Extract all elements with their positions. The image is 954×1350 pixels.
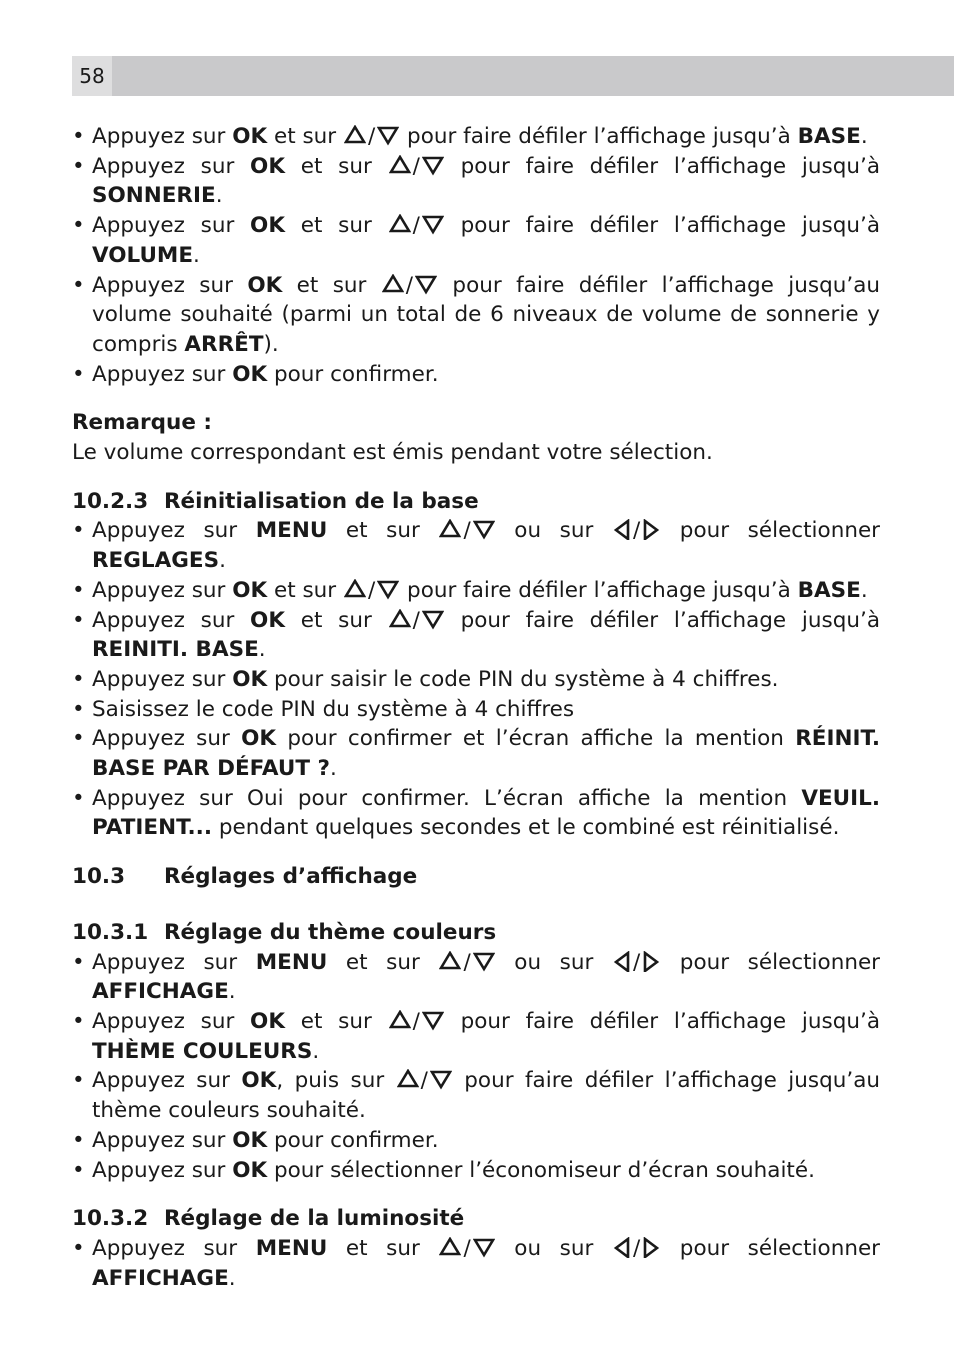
key-label: OK — [250, 1008, 285, 1034]
slash-separator: / — [405, 272, 414, 298]
up-triangle-icon — [439, 519, 461, 540]
list-item — [72, 1066, 880, 1125]
list-item — [72, 1156, 880, 1186]
key-label: OK — [241, 1068, 277, 1094]
menu-label: BASE — [797, 577, 861, 603]
key-label: OK — [232, 1157, 268, 1183]
down-triangle-icon — [422, 155, 444, 176]
section-title: Réglages d’affichage — [164, 864, 418, 890]
bullet: • — [72, 153, 85, 179]
list-item — [72, 360, 880, 390]
section-heading — [72, 487, 880, 517]
list-item — [72, 211, 880, 270]
item-text: Appuyez sur — [92, 1127, 233, 1153]
key-label: MENU — [255, 518, 328, 544]
menu-label: AFFICHAGE — [92, 1265, 229, 1291]
up-down-arrows — [343, 578, 400, 603]
up-down-arrows — [438, 518, 495, 543]
up-down-arrows — [381, 273, 438, 298]
list-item — [72, 516, 880, 575]
key-label: OK — [232, 577, 268, 603]
item-text: . — [228, 1265, 236, 1291]
up-triangle-icon — [397, 1069, 419, 1090]
item-text: et sur — [327, 1235, 439, 1261]
down-triangle-icon — [430, 1069, 452, 1090]
item-text: Appuyez sur — [92, 726, 242, 752]
right-triangle-icon — [642, 951, 660, 972]
item-text: . — [219, 548, 226, 574]
item-text: et sur — [284, 1008, 388, 1034]
list-item — [72, 576, 880, 606]
down-triangle-icon — [415, 274, 437, 295]
up-triangle-icon — [389, 609, 411, 630]
key-label: MENU — [255, 949, 328, 975]
slash-separator: / — [367, 124, 376, 149]
up-triangle-icon — [439, 951, 461, 972]
item-text: ou sur — [495, 518, 612, 544]
item-text: Appuyez sur — [92, 213, 251, 239]
item-text: et sur — [267, 124, 343, 149]
item-text: . — [193, 242, 200, 268]
list-item — [72, 122, 880, 152]
left-right-arrows — [612, 518, 661, 543]
menu-label: REGLAGES — [92, 548, 220, 574]
note-text: Le volume correspondant est émis pendant votre sélection. — [72, 440, 713, 466]
section-number: 10.3.2 — [72, 1206, 149, 1232]
item-text: pour faire défiler l’affichage jusqu’à — [444, 1008, 880, 1034]
up-down-arrows — [396, 1068, 453, 1093]
bullet: • — [72, 785, 85, 811]
item-text: ). — [263, 331, 279, 357]
item-text: pour faire défiler l’affichage jusqu’à — [400, 124, 798, 149]
bullet: • — [72, 361, 85, 387]
menu-label: RÉINIT. BASE PAR DÉFAUT ? — [92, 726, 881, 782]
key-label: OK — [250, 213, 285, 239]
item-text: Appuyez sur — [92, 124, 233, 149]
bullet: • — [72, 1127, 85, 1153]
item-text: et sur — [282, 272, 381, 298]
up-triangle-icon — [344, 579, 366, 600]
up-triangle-icon — [389, 155, 411, 176]
item-text: , puis sur — [276, 1068, 396, 1094]
item-text: pour faire défiler l’affichage jusqu’à — [444, 213, 880, 239]
section-title: Réglage du thème couleurs — [164, 919, 497, 945]
item-text: Appuyez sur — [92, 361, 233, 387]
up-down-arrows — [388, 1009, 445, 1034]
list-item — [72, 784, 880, 843]
bullet: • — [72, 1235, 85, 1261]
page-header-bar — [72, 56, 954, 96]
down-triangle-icon — [422, 214, 444, 235]
slash-separator: / — [367, 577, 376, 603]
menu-label: SONNERIE — [92, 183, 216, 209]
note-title: Remarque : — [72, 410, 213, 436]
item-text: pendant quelques secondes et le combiné est réinitialisé. — [212, 815, 840, 841]
bullet: • — [72, 577, 85, 603]
item-text: Appuyez sur — [92, 1157, 233, 1183]
up-down-arrows — [388, 154, 445, 179]
item-text: Appuyez sur — [92, 607, 251, 633]
left-right-arrows — [612, 950, 661, 975]
slash-separator: / — [412, 607, 420, 633]
bullet: • — [72, 1008, 85, 1034]
section-heading — [72, 1204, 880, 1234]
slash-separator: / — [463, 949, 471, 975]
item-text: et sur — [327, 518, 439, 544]
item-text: et sur — [284, 607, 388, 633]
up-triangle-icon — [382, 274, 404, 295]
item-text: Appuyez sur — [92, 153, 251, 179]
left-triangle-icon — [613, 951, 631, 972]
item-text: . — [228, 979, 236, 1005]
up-triangle-icon — [389, 214, 411, 235]
item-text: Appuyez sur — [92, 1235, 256, 1261]
item-text: pour faire défiler l’affichage jusqu’à — [444, 153, 880, 179]
up-down-arrows — [388, 608, 445, 633]
list-item — [72, 271, 880, 360]
item-text: pour faire défiler l’affichage jusqu’au volume souhaité (parmi un total de 6 niveaux de volume de sonnerie y compris — [92, 272, 881, 357]
up-triangle-icon — [389, 1010, 411, 1031]
down-triangle-icon — [422, 1010, 444, 1031]
item-text: Appuyez sur — [92, 518, 256, 544]
bullet: • — [72, 213, 85, 239]
item-text: pour sélectionner — [661, 949, 881, 975]
bullet: • — [72, 1157, 85, 1183]
bullet: • — [72, 726, 85, 752]
section-number: 10.3 — [72, 864, 126, 890]
item-text: . — [215, 183, 223, 209]
item-text: et sur — [284, 213, 388, 239]
up-down-arrows — [343, 124, 400, 149]
item-text: . — [258, 637, 266, 663]
item-text: Appuyez sur — [92, 577, 233, 603]
item-text: pour confirmer. — [267, 1127, 439, 1153]
bullet: • — [72, 607, 85, 633]
list-item — [72, 724, 880, 783]
section-heading — [72, 918, 880, 948]
slash-separator: / — [412, 153, 420, 179]
menu-label: THÈME COULEURS — [92, 1038, 313, 1064]
up-down-arrows — [388, 213, 445, 238]
slash-separator: / — [412, 213, 420, 239]
list-item — [72, 665, 880, 695]
list-item — [72, 152, 880, 211]
down-triangle-icon — [473, 519, 495, 540]
menu-label: VOLUME — [92, 242, 194, 268]
menu-label: AFFICHAGE — [92, 979, 229, 1005]
left-triangle-icon — [613, 519, 631, 540]
bullet: • — [72, 518, 85, 544]
key-label: OK — [250, 153, 285, 179]
key-label: OK — [241, 726, 277, 752]
menu-label: ARRÊT — [184, 331, 264, 357]
down-triangle-icon — [473, 1237, 495, 1258]
item-text: Appuyez sur — [92, 949, 256, 975]
item-text: Appuyez sur — [92, 1068, 242, 1094]
page-content — [72, 122, 880, 1293]
item-text: Appuyez sur — [92, 666, 233, 692]
bullet: • — [72, 124, 85, 149]
down-triangle-icon — [473, 951, 495, 972]
item-text: pour sélectionner l’économiseur d’écran souhaité. — [267, 1157, 815, 1183]
slash-separator: / — [632, 1235, 641, 1261]
key-label: OK — [232, 1127, 268, 1153]
up-down-arrows — [438, 950, 495, 975]
down-triangle-icon — [377, 579, 399, 600]
slash-separator: / — [420, 1068, 428, 1094]
section-number: 10.2.3 — [72, 488, 149, 514]
slash-separator: / — [463, 518, 471, 544]
item-text: Appuyez sur — [92, 1008, 251, 1034]
item-text: pour confirmer. — [267, 361, 439, 387]
key-label: MENU — [255, 1235, 328, 1261]
bullet: • — [72, 696, 85, 722]
item-text: pour saisir le code PIN du système à 4 chiffres. — [267, 666, 779, 692]
down-triangle-icon — [377, 125, 399, 146]
item-text: ou sur — [495, 1235, 612, 1261]
bullet: • — [72, 1068, 85, 1094]
key-label: OK — [232, 361, 268, 387]
key-label: OK — [232, 666, 268, 692]
slash-separator: / — [412, 1008, 420, 1034]
list-item — [72, 606, 880, 665]
item-text: et sur — [267, 577, 343, 603]
list-item — [72, 1126, 880, 1156]
slash-separator: / — [632, 949, 641, 975]
item-text: pour faire défiler l’affichage jusqu’à — [400, 577, 798, 603]
item-text: pour faire défiler l’affichage jusqu’au thème couleurs souhaité. — [92, 1068, 881, 1124]
section-heading — [72, 862, 880, 892]
section-number: 10.3.1 — [72, 919, 149, 945]
list-item — [72, 695, 880, 725]
item-text: pour sélectionner — [661, 1235, 881, 1261]
page-number: 58 — [72, 56, 112, 96]
list-item — [72, 948, 880, 1007]
section-title: Réglage de la luminosité — [164, 1206, 465, 1232]
section-title: Réinitialisation de la base — [164, 488, 479, 514]
menu-label: VEUIL. PATIENT... — [92, 785, 880, 841]
key-label: OK — [232, 124, 268, 149]
item-text: et sur — [284, 153, 388, 179]
right-triangle-icon — [642, 1237, 660, 1258]
bullet: • — [72, 949, 85, 975]
item-text: . — [312, 1038, 320, 1064]
item-text: ou sur — [495, 949, 612, 975]
up-down-arrows — [438, 1236, 495, 1261]
item-text: Appuyez sur — [92, 272, 248, 298]
bullet: • — [72, 272, 85, 298]
item-text: et sur — [327, 949, 439, 975]
item-text: pour faire défiler l’affichage jusqu’à — [444, 607, 880, 633]
left-right-arrows — [612, 1236, 661, 1261]
item-text: . — [860, 124, 868, 149]
item-text: pour confirmer et l’écran affiche la mention — [276, 726, 796, 752]
slash-separator: / — [463, 1235, 471, 1261]
left-triangle-icon — [613, 1237, 631, 1258]
item-text: Saisissez le code PIN du système à 4 chiffres — [92, 696, 575, 722]
key-label: OK — [250, 607, 285, 633]
item-text: Appuyez sur Oui pour confirmer. L’écran affiche la mention — [92, 785, 802, 811]
down-triangle-icon — [422, 609, 444, 630]
list-item — [72, 1234, 880, 1293]
key-label: OK — [247, 272, 283, 298]
item-text: . — [329, 756, 337, 782]
bullet: • — [72, 666, 85, 692]
menu-label: BASE — [797, 124, 861, 149]
slash-separator: / — [632, 518, 641, 544]
right-triangle-icon — [642, 519, 660, 540]
list-item — [72, 1007, 880, 1066]
menu-label: REINITI. BASE — [92, 637, 259, 663]
up-triangle-icon — [439, 1237, 461, 1258]
up-triangle-icon — [344, 125, 366, 146]
item-text: pour sélectionner — [661, 518, 881, 544]
item-text: . — [860, 577, 868, 603]
